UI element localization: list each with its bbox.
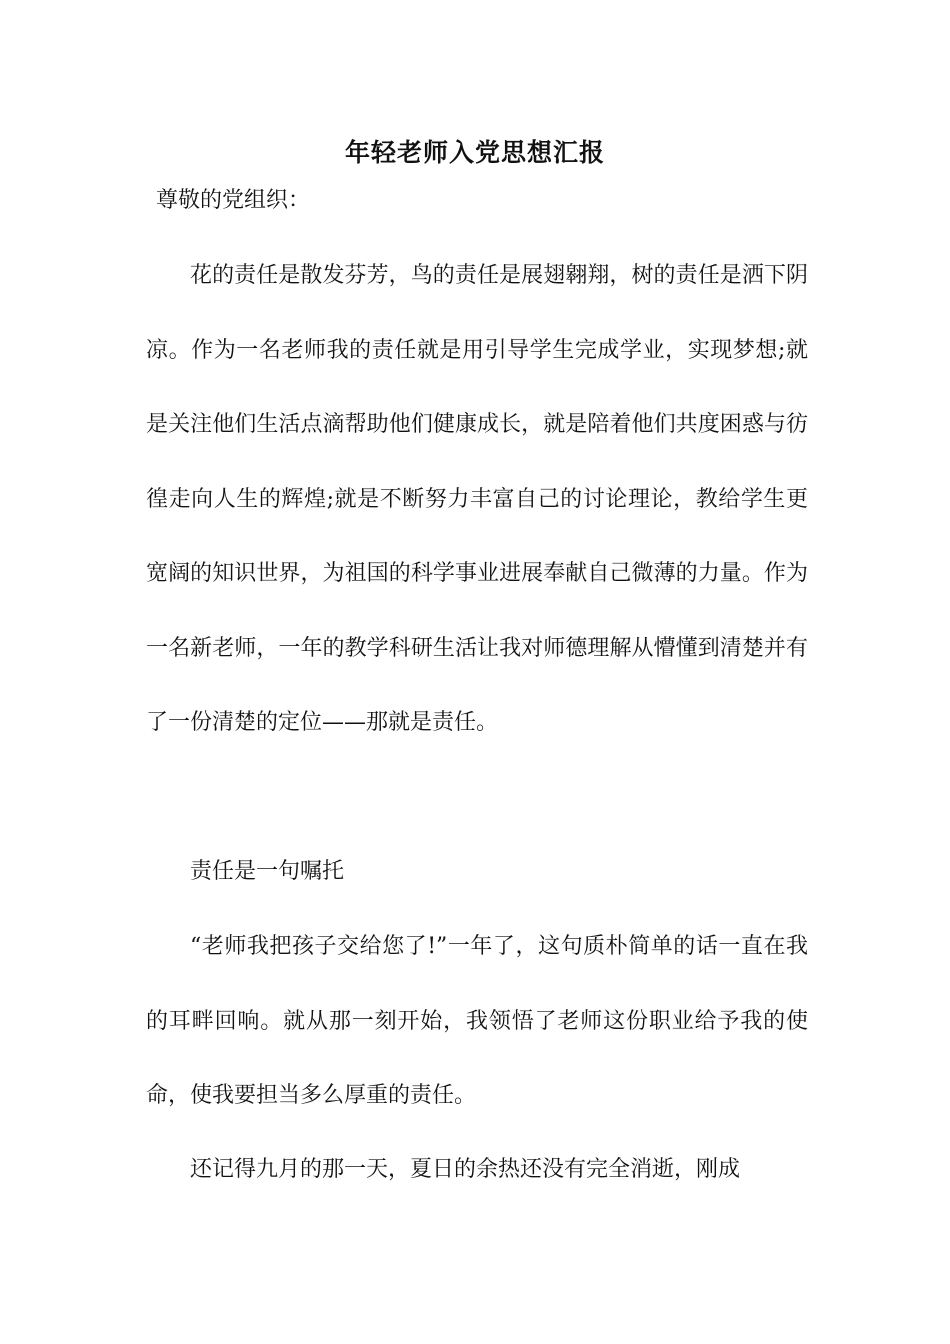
salutation: 尊敬的党组织： xyxy=(156,188,311,213)
document-title: 年轻老师入党思想汇报 xyxy=(344,138,605,167)
paragraph-3: “老师我把孩子交给您了!”一年了，这句质朴简单的话一直在我的耳畔回响。就从那一刻开始，我领悟了老师这份职业给予我的使命，使我要担当多么厚重的责任。 xyxy=(146,934,808,1108)
paragraph-4: 还记得九月的那一天，夏日的余热还没有完全消逝，刚成 xyxy=(190,1157,741,1182)
paragraph-2: 责任是一句嘱托 xyxy=(190,859,345,884)
paragraph-1: 花的责任是散发芬芳，鸟的责任是展翅翱翔，树的责任是洒下阴凉。作为一名老师我的责任就是用引导学生完成学业，实现梦想;就是关注他们生活点滴帮助他们健康成长，就是陪着他们共度困惑与彷徨走向人生的辉煌;就是不断努力丰富自己的讨论理论，教给学生更宽阔的知识世界，为祖国的科学事业进展奉献自己微薄的力量。作为一名新老师，一年的教学科研生活让我对师德理解从懵懂到清楚并有了一份清楚的定位——那就是责任。 xyxy=(146,263,808,735)
